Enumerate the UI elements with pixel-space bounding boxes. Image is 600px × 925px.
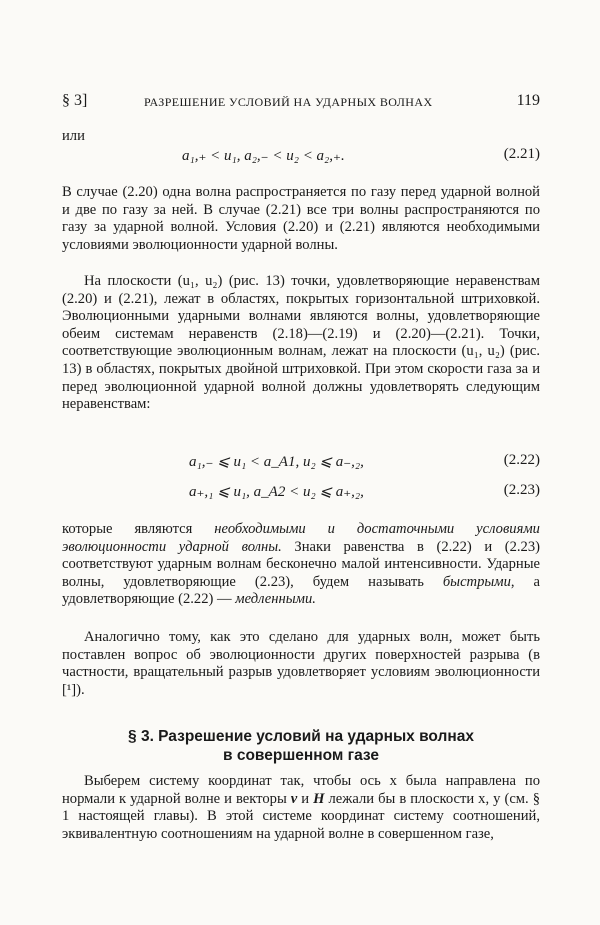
equation-formula: a₁,₊ < u₁, a₂,₋ < u₂ < a₂,₊. (182, 148, 345, 164)
italic-term: необходимыми и достаточными условиями эволюционности ударной волны. (62, 521, 540, 555)
section-heading (62, 727, 540, 765)
paragraph-2: На плоскости (u₁, u₂) (рис. 13) точки, удовлетворяющие неравенствам (2.20) и (2.21), лежат в областях, покрытых горизонтальной штриховкой. Эволюционными ударными волнами являются волны, удовлетворяющие обеим системам неравенств (2.18)—(2.19) и (2.20)—(2.21). Точки, соответствующие эволюционным волнам, лежат на плоскости (u₁, u₂) (рис. 13) в областях, покрытых двойной штриховкой. При этом скорости газа за и перед эволюционной ударной волной должны удовлетворять следующим неравенствам: (62, 273, 540, 413)
text-run: Выберем систему координат так, чтобы ось x была направлена по нормали к ударной волне и векторы (62, 773, 540, 807)
intro-word: или (62, 128, 85, 144)
header-title: РАЗРЕШЕНИЕ УСЛОВИЙ НА УДАРНЫХ ВОЛНАХ (144, 95, 433, 109)
paragraph-4: Аналогично тому, как это сделано для ударных волн, может быть поставлен вопрос об эволюционности других поверхностей разрыва (в частности, вращательный разрыв удовлетворяет условиям эволюционности [¹]). (62, 629, 540, 698)
section-heading-line1: § 3. Разрешение условий на ударных волнах (128, 728, 474, 745)
section-heading-line2: в совершенном газе (222, 747, 380, 764)
equation-2-22 (62, 452, 540, 472)
text-run: Знаки равенства в (2.22) и (2.23) соответствуют ударным волнам бесконечно малой интенсивности. Ударные волны, удовлетворяющие (2.23), будем называть (62, 538, 540, 590)
header-section-ref: § 3] (62, 92, 88, 109)
equation-formula: a₁,₋ ⩽ u₁ < a_A1, u₂ ⩽ a₋,₂, (189, 454, 364, 470)
equation-formula: a₊,₁ ⩽ u₁, a_A2 < u₂ ⩽ a₊,₂, (189, 484, 364, 500)
equation-number: (2.23) (503, 482, 540, 498)
text-run: , а удовлетворяющие (2.22) — (62, 573, 540, 608)
vector-v: v (290, 790, 298, 807)
running-header (62, 92, 540, 114)
text-run: и (297, 790, 314, 807)
italic-term: быстрыми (442, 573, 511, 590)
equation-number: (2.22) (503, 452, 540, 468)
vector-H: H (313, 790, 325, 807)
book-page (62, 0, 540, 925)
paragraph-1: В случае (2.20) одна волна распространяется по газу перед ударной волной и две по газу за ней. В случае (2.21) все три волны распространяются по газу за ударной волной. Условия (2.20) и (2.21) являются необходимыми условиями эволюционности ударной волны. (62, 184, 540, 253)
page-number: 119 (516, 92, 540, 109)
text-run: лежали бы в плоскости x, y (см. § 1 настоящей главы). В этой системе координат систему соотношений, эквивалентную соотношениям на ударной волне в совершенном газе, (62, 790, 540, 842)
equation-2-21 (62, 146, 540, 166)
paragraph-3 (62, 521, 540, 609)
italic-term: медленными. (235, 591, 316, 608)
text-run: которые являются (62, 521, 215, 537)
paragraph-5 (62, 773, 540, 843)
equation-2-23 (62, 482, 540, 502)
equation-number: (2.21) (503, 146, 540, 162)
